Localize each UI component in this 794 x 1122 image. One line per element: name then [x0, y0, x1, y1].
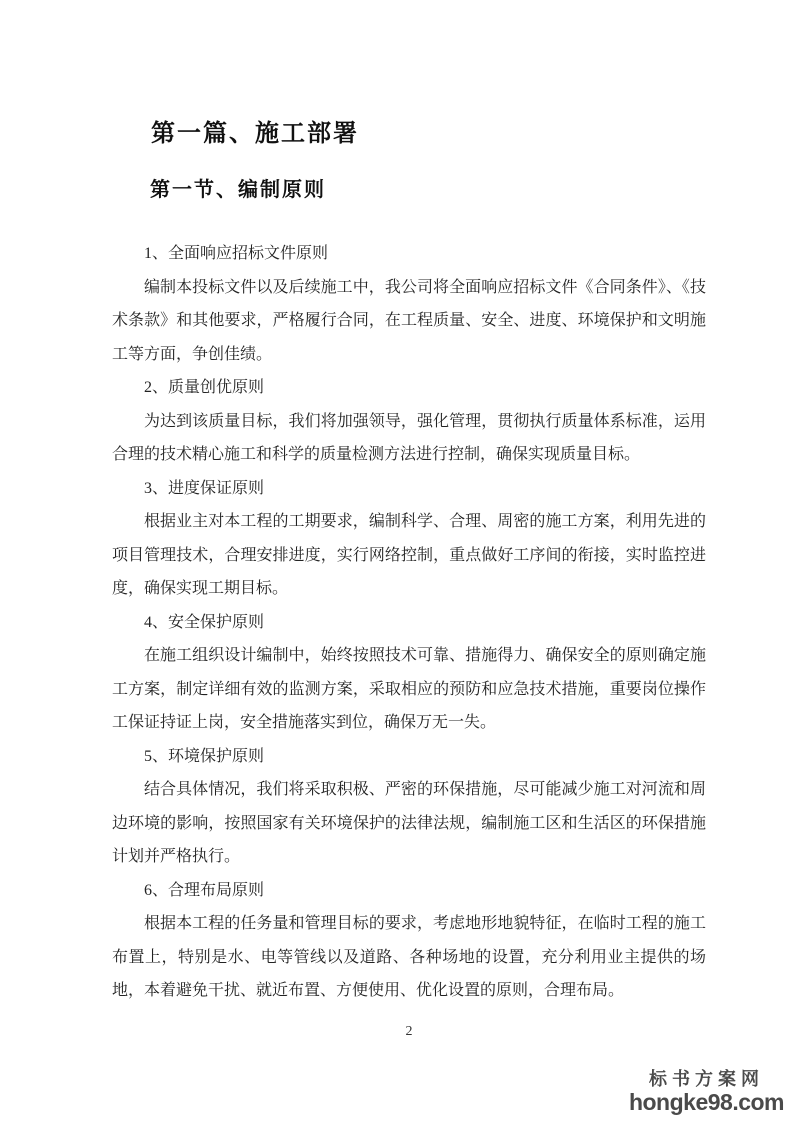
numbered-item: 3、进度保证原则	[144, 479, 265, 497]
paragraph: 为达到该质量目标，我们将加强领导，强化管理，贯彻执行质量体系标准，运用合理的技术精心施工和科学的质量检测方法进行控制，确保实现质量目标。	[112, 412, 706, 463]
document-body	[112, 237, 706, 1008]
watermark-domain: hongke98.com	[628, 1089, 784, 1115]
paragraph: 在施工组织设计编制中，始终按照技术可靠、措施得力、确保安全的原则确定施工方案，制定详细有效的监测方案，采取相应的预防和应急技术措施，重要岗位操作工保证持证上岗，安全措施落实到位，确保万无一失。	[112, 647, 706, 731]
paragraph: 编制本投标文件以及后续施工中，我公司将全面响应招标文件《合同条件》、《技术条款》和其他要求，严格履行合同，在工程质量、安全、进度、环境保护和文明施工等方面，争创佳绩。	[112, 278, 706, 363]
document-content	[112, 118, 706, 1008]
paragraph: 根据业主对本工程的工期要求，编制科学、合理、周密的施工方案，利用先进的项目管理技术，合理安排进度，实行网络控制，重点做好工序间的衔接，实时监控进度，确保实现工期目标。	[112, 513, 706, 597]
chapter-heading: 第一篇、施工部署	[151, 121, 359, 147]
site-watermark	[629, 1070, 784, 1114]
paragraph: 结合具体情况，我们将采取积极、严密的环保措施，尽可能减少施工对河流和周边环境的影响，按照国家有关环境保护的法律法规，编制施工区和生活区的环保措施计划并严格执行。	[112, 781, 706, 865]
numbered-item: 1、全面响应招标文件原则	[144, 245, 329, 262]
numbered-item: 6、合理布局原则	[144, 881, 265, 899]
page-footer	[112, 1024, 706, 1040]
numbered-item: 2、质量创优原则	[144, 379, 265, 396]
numbered-item: 5、环境保护原则	[144, 747, 265, 765]
section-heading: 第一节、编制原则	[150, 179, 326, 201]
numbered-item: 4、安全保护原则	[144, 613, 265, 631]
page-number: 2	[405, 1024, 413, 1039]
watermark-site-name: 标书方案网	[648, 1069, 764, 1089]
paragraph: 根据本工程的任务量和管理目标的要求，考虑地形地貌特征，在临时工程的施工布置上，特别是水、电等管线以及道路、各种场地的设置，充分利用业主提供的场地，本着避免干扰、就近布置、方便使用、优化设置的原则，合理布局。	[112, 915, 706, 999]
